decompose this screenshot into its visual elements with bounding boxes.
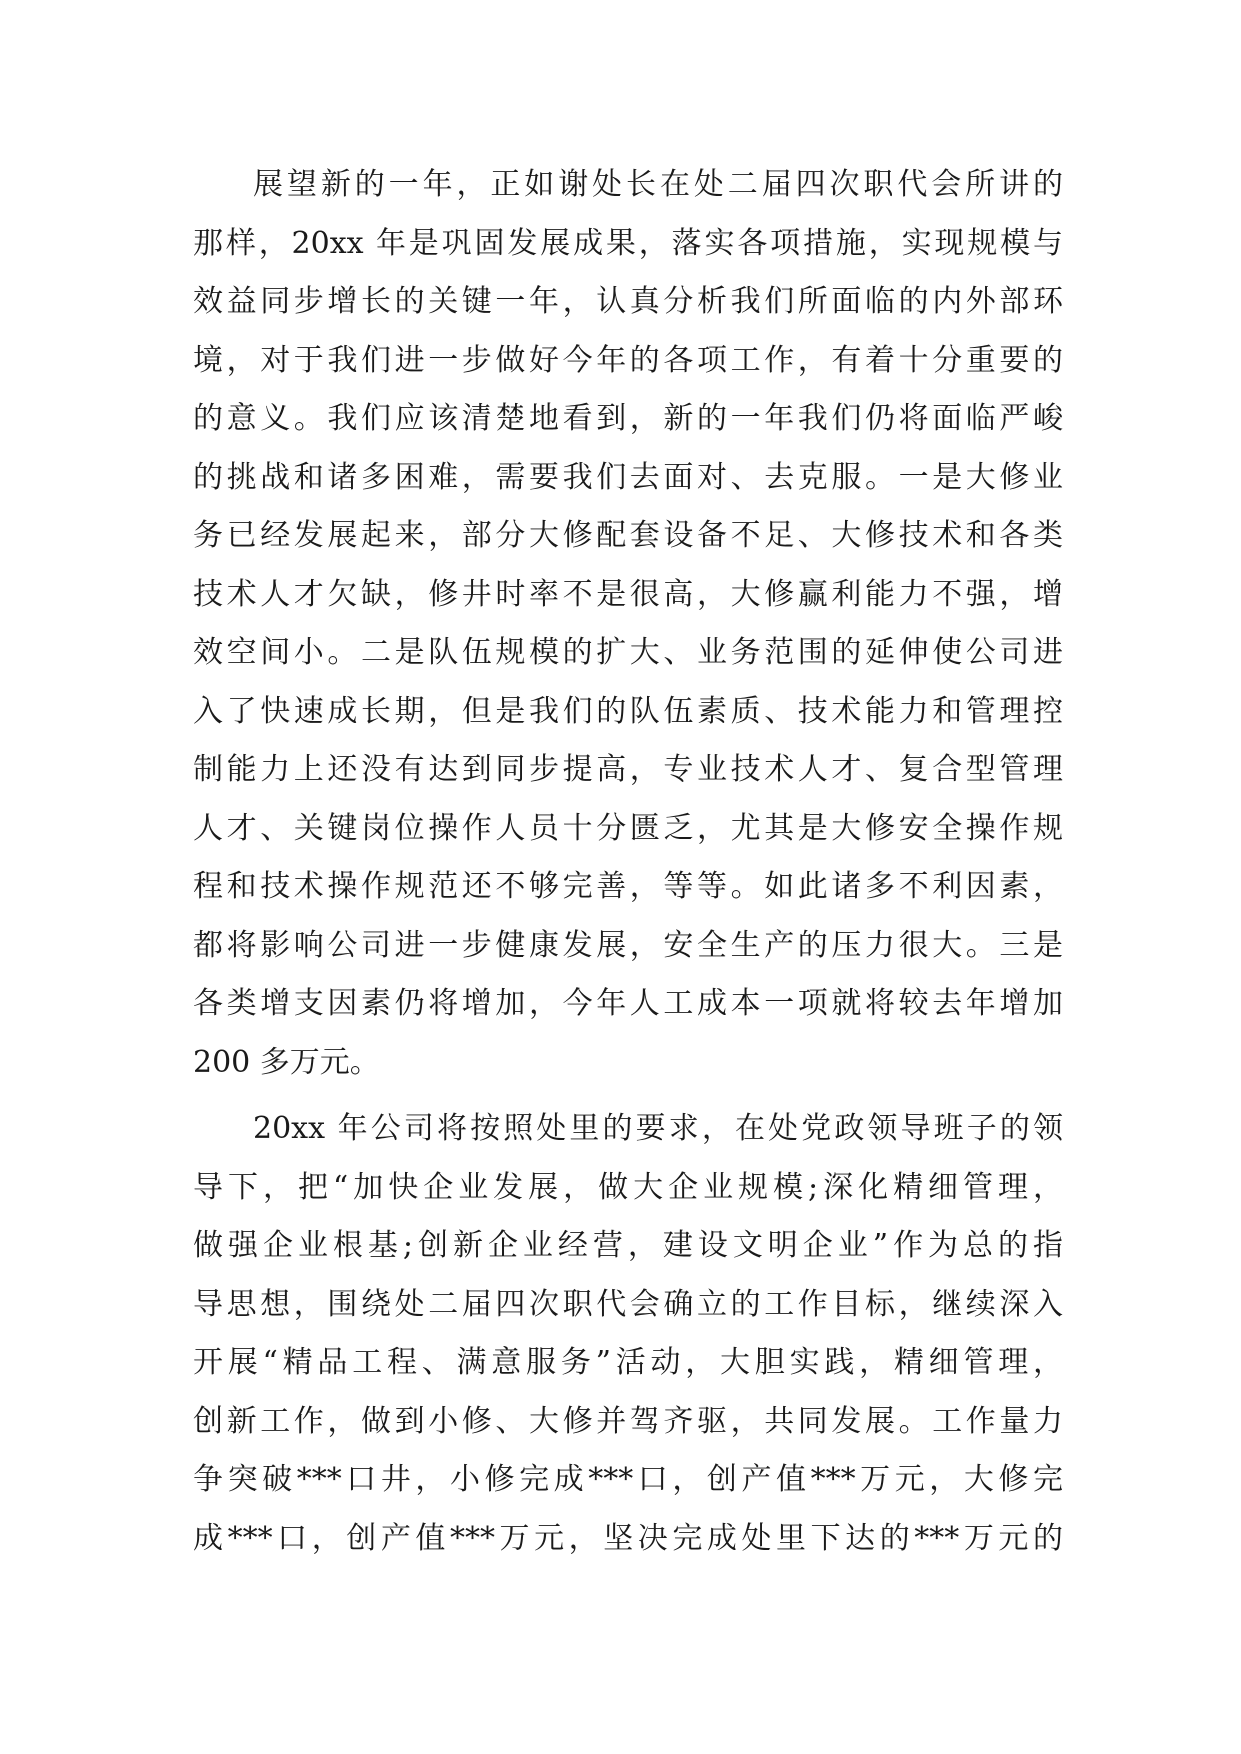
- text-line: 制能力上还没有达到同步提高，专业技术人才、复合型管理: [193, 752, 1063, 787]
- text-line: 境，对于我们进一步做好今年的各项工作，有着十分重要的: [193, 342, 1063, 378]
- text-line: 那样，20xx 年是巩固发展成果，落实各项措施，实现规模与: [193, 225, 1063, 261]
- text-line: 程和技术操作规范还不够完善，等等。如此诸多不利因素，: [193, 869, 1063, 904]
- text-line: 入了快速成长期，但是我们的队伍素质、技术能力和管理控: [193, 693, 1063, 729]
- text-line: 技术人才欠缺，修井时率不是很高，大修赢利能力不强，增: [193, 576, 1063, 612]
- text-line: 200 多万元。: [193, 1044, 380, 1080]
- text-line: 各类增支因素仍将增加，今年人工成本一项就将较去年增加: [193, 986, 1063, 1021]
- text-line: 人才、关键岗位操作人员十分匮乏，尤其是大修安全操作规: [193, 810, 1063, 846]
- text-line: 效益同步增长的关键一年，认真分析我们所面临的内外部环: [193, 284, 1063, 319]
- text-line: 开展“精品工程、满意服务”活动，大胆实践，精细管理，: [193, 1345, 1063, 1380]
- text-line: 20xx 年公司将按照处里的要求，在处党政领导班子的领: [253, 1111, 1063, 1146]
- document-body: [193, 156, 1063, 1568]
- text-line: 都将影响公司进一步健康发展，安全生产的压力很大。三是: [193, 927, 1063, 963]
- text-line: 争突破***口井，小修完成***口，创产值***万元，大修完: [193, 1462, 1063, 1497]
- paragraph-1: [193, 156, 1063, 1092]
- text-line: 效空间小。二是队伍规模的扩大、业务范围的延伸使公司进: [193, 635, 1063, 670]
- paragraph-gap: [193, 1092, 1063, 1100]
- text-line: 创新工作，做到小修、大修并驾齐驱，共同发展。工作量力: [193, 1403, 1063, 1439]
- text-line: 的意义。我们应该清楚地看到，新的一年我们仍将面临严峻: [193, 401, 1063, 436]
- text-line: 展望新的一年，正如谢处长在处二届四次职代会所讲的: [253, 167, 1063, 202]
- text-line: 的挑战和诸多困难，需要我们去面对、去克服。一是大修业: [193, 459, 1063, 495]
- paragraph-2: [193, 1100, 1063, 1568]
- text-line: 做强企业根基;创新企业经营，建设文明企业”作为总的指: [193, 1228, 1063, 1263]
- text-line: 导思想，围绕处二届四次职代会确立的工作目标，继续深入: [193, 1286, 1063, 1322]
- text-line: 导下，把“加快企业发展，做大企业规模;深化精细管理，: [193, 1169, 1063, 1205]
- text-line: 成***口，创产值***万元，坚决完成处里下达的***万元的: [193, 1520, 1063, 1556]
- text-line: 务已经发展起来，部分大修配套设备不足、大修技术和各类: [193, 518, 1063, 553]
